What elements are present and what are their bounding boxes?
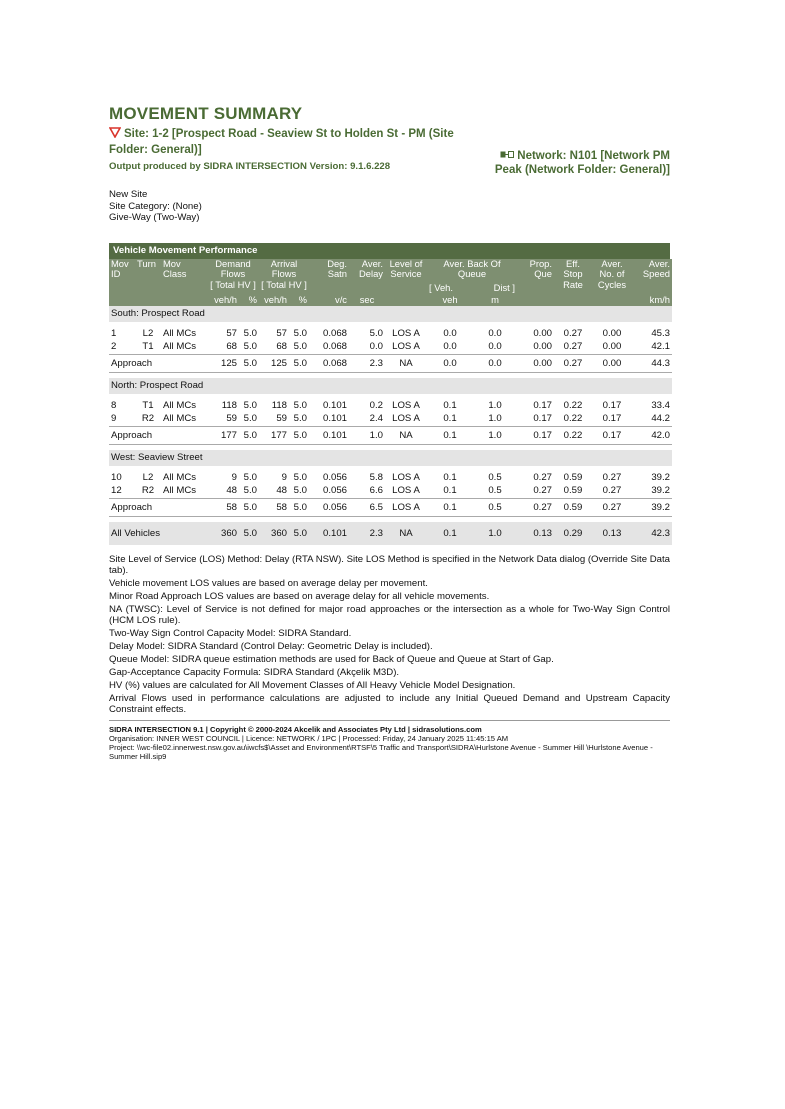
table-row: [109, 340, 672, 354]
report-header: [109, 127, 670, 187]
table-cell: All MCs: [163, 471, 197, 483]
table-cell: 0.1: [443, 471, 457, 483]
table-cell: 68: [276, 341, 287, 352]
table-cell: 2.3: [349, 354, 385, 372]
approach-label: Approach: [109, 354, 207, 372]
table-cell: 0.22: [563, 399, 583, 411]
table-title: Vehicle Movement Performance: [109, 243, 670, 259]
table-cell: All MCs: [163, 399, 197, 411]
table-cell: 0.0: [443, 341, 457, 352]
table-cell: 5.0: [243, 471, 257, 483]
table-cell: 5.0: [289, 354, 309, 372]
table-cell: 360: [259, 522, 289, 545]
table-cell: 5.0: [239, 354, 259, 372]
table-cell: 0.1: [443, 399, 457, 411]
table-cell: 0.0: [488, 327, 502, 339]
table-cell: 0.101: [309, 522, 349, 545]
table-cell: 0.17: [517, 426, 554, 444]
table-cell: 118: [271, 399, 287, 411]
table-cell: NA: [385, 354, 427, 372]
table-cell: 0.0: [488, 341, 502, 352]
approach-group-heading: [109, 306, 672, 322]
table-cell: 0.5: [488, 485, 502, 496]
table-cell: 0.17: [592, 426, 632, 444]
meta-new-site: New Site: [109, 189, 148, 200]
table-cell: 1.0: [488, 399, 502, 411]
table-cell: 0.1: [443, 485, 457, 496]
table-cell: 2.3: [349, 522, 385, 545]
veh-bracket-label: [ Veh.: [429, 281, 453, 293]
unit-sec: sec: [349, 295, 385, 306]
table-cell: 68: [226, 341, 237, 352]
dist-bracket-label: Dist ]: [493, 281, 515, 293]
table-cell: All MCs: [163, 413, 197, 424]
col-demand-flows: [207, 259, 259, 295]
table-cell: 8: [111, 399, 117, 411]
table-header: [109, 259, 672, 306]
table-cell: 33.4: [651, 399, 670, 411]
triangle-down-icon: [109, 127, 121, 143]
table-cell: 5.0: [293, 413, 307, 424]
table-cell: LOS A: [385, 498, 427, 516]
unit-vc: v/c: [309, 295, 349, 306]
table-row: [109, 327, 672, 341]
col-aver-cycles: Aver. No. of Cycles: [592, 259, 632, 295]
table-cell: 48: [276, 485, 287, 496]
table-cell: 125: [207, 354, 239, 372]
table-cell: 1: [111, 327, 117, 339]
table-cell: T1: [142, 399, 154, 411]
table-cell: All MCs: [163, 485, 197, 496]
unit-demand-vehh: veh/h: [207, 295, 239, 306]
note: Delay Model: SIDRA Standard (Control Delay: Geometric Delay is included).: [109, 640, 433, 652]
table-cell: 0.00: [517, 354, 554, 372]
col-eff-stop-rate: Eff. Stop Rate: [554, 259, 592, 295]
table-row: [109, 484, 672, 498]
table-cell: 0.00: [533, 327, 552, 339]
approach-label: Approach: [109, 426, 207, 444]
table-cell: 1.0: [473, 522, 517, 545]
table-cell: 0.068: [322, 327, 347, 339]
table-cell: 39.2: [651, 485, 670, 496]
approach-row: [109, 498, 672, 516]
table-cell: 0.13: [592, 522, 632, 545]
table-cell: R2: [141, 485, 155, 496]
table-cell: 6.6: [369, 485, 383, 496]
table-cell: L2: [142, 471, 154, 483]
table-cell: 5.0: [239, 426, 259, 444]
approach-label: Approach: [109, 498, 207, 516]
table-cell: 57: [226, 327, 237, 339]
arrival-total-hv: [ Total HV ]: [261, 278, 307, 290]
note: Vehicle movement LOS values are based on average delay per movement.: [109, 577, 428, 589]
all-vehicles-label: All Vehicles: [109, 522, 207, 545]
col-level-of-service: Level of Service: [385, 259, 427, 295]
table-cell: All MCs: [163, 341, 197, 352]
table-cell: 0.59: [554, 498, 592, 516]
site-title: Site: 1-2 [Prospect Road - Seaview St to Holden St - PM (Site Folder: General)]: [109, 128, 454, 156]
performance-table: [109, 259, 672, 545]
report-page: [109, 100, 670, 761]
table-cell: 5.8: [369, 471, 383, 483]
table-cell: 0.101: [309, 426, 349, 444]
table-cell: 5.0: [293, 399, 307, 411]
meta-control-type: Give-Way (Two-Way): [109, 212, 200, 223]
table-cell: 0.0: [369, 341, 383, 352]
table-cell: LOS A: [392, 327, 420, 339]
table-cell: 42.0: [632, 426, 672, 444]
footer-organisation: Organisation: INNER WEST COUNCIL | Licence: NETWORK / 1PC | Processed: Friday, 24 January 2025 11:45:15 AM: [109, 733, 509, 743]
table-cell: 0.068: [309, 354, 349, 372]
note: Two-Way Sign Control Capacity Model: SIDRA Standard.: [109, 627, 352, 639]
table-cell: 2.4: [369, 413, 383, 424]
table-cell: 5.0: [243, 327, 257, 339]
arrival-flows-label: Arrival Flows: [270, 257, 298, 279]
footer-project: Project: \\wc-file02.innerwest.nsw.gov.au\iwcfs$\Asset and Environment\RTSF\5 Traffic and Transport\SIDRA\Hurlstone Avenue - Summer Hill \Hurlstone Avenue - Summer Hill.sip9: [109, 742, 653, 761]
table-cell: 59: [276, 413, 287, 424]
table-cell: LOS A: [392, 399, 420, 411]
col-mov-class: Mov Class: [161, 259, 207, 295]
table-cell: 0.27: [602, 471, 622, 483]
table-cell: 0.17: [602, 413, 622, 424]
back-of-queue-label: Aver. Back Of Queue: [443, 257, 501, 279]
network-title: Network: N101 [Network PM Peak (Network Folder: General)]: [494, 150, 670, 176]
table-cell: 0.056: [322, 485, 347, 496]
network-icon: [500, 149, 514, 163]
table-cell: NA: [385, 426, 427, 444]
table-cell: 9: [111, 413, 117, 424]
unit-kmh: km/h: [632, 295, 672, 306]
col-aver-delay: Aver. Delay: [349, 259, 385, 295]
table-cell: 0.0: [443, 327, 457, 339]
table-cell: 0.5: [473, 498, 517, 516]
table-cell: 0.17: [533, 399, 552, 411]
demand-flows-label: Demand Flows: [215, 257, 251, 279]
table-cell: 0.13: [517, 522, 554, 545]
notes-section: [109, 554, 670, 715]
table-cell: 0.27: [533, 485, 552, 496]
unit-arrival-vehh: veh/h: [259, 295, 289, 306]
table-cell: 39.2: [651, 471, 670, 483]
table-cell: 0.00: [602, 327, 622, 339]
unit-veh: veh: [427, 295, 473, 306]
table-cell: 9: [231, 471, 237, 483]
table-cell: 5.0: [293, 341, 307, 352]
footer: [109, 720, 670, 761]
table-cell: 5.0: [243, 399, 257, 411]
table-cell: 48: [226, 485, 237, 496]
table-cell: 177: [207, 426, 239, 444]
table-cell: 0.101: [322, 399, 347, 411]
table-cell: 5.0: [293, 327, 307, 339]
table-cell: 5.0: [239, 498, 259, 516]
table-cell: 9: [281, 471, 287, 483]
table-cell: 0.59: [563, 485, 583, 496]
table-cell: T1: [142, 341, 154, 352]
table-body: [109, 306, 672, 545]
demand-total-hv: [ Total HV ]: [210, 278, 256, 290]
group-name: North: Prospect Road: [109, 378, 672, 394]
all-vehicles-row: [109, 522, 672, 545]
table-cell: 0.0: [427, 354, 473, 372]
table-cell: 44.3: [632, 354, 672, 372]
col-turn: Turn: [135, 259, 161, 295]
table-cell: 0.00: [533, 341, 552, 352]
col-aver-speed: Aver. Speed: [632, 259, 672, 295]
table-cell: 0.22: [554, 426, 592, 444]
table-cell: 1.0: [473, 426, 517, 444]
col-mov-id: Mov ID: [109, 259, 135, 295]
approach-row: [109, 426, 672, 444]
site-meta: [109, 189, 670, 224]
group-name: West: Seaview Street: [109, 450, 672, 466]
table-row: [109, 399, 672, 413]
footer-copyright: SIDRA INTERSECTION 9.1 | Copyright © 2000-2024 Akcelik and Associates Pty Ltd | sidrasolutions.com: [109, 724, 482, 734]
table-cell: NA: [385, 522, 427, 545]
network-heading: [480, 149, 670, 177]
table-cell: 1.0: [488, 413, 502, 424]
col-prop-que: Prop. Que: [517, 259, 554, 295]
table-cell: 0.27: [554, 354, 592, 372]
table-cell: 118: [221, 399, 237, 411]
table-cell: 0.101: [322, 413, 347, 424]
table-cell: 0.17: [602, 399, 622, 411]
table-cell: 0.1: [427, 426, 473, 444]
approach-group-heading: [109, 378, 672, 394]
output-line: Output produced by SIDRA INTERSECTION Version: 9.1.6.228: [109, 161, 391, 172]
table-cell: 58: [259, 498, 289, 516]
table-cell: 125: [259, 354, 289, 372]
table-cell: LOS A: [392, 485, 420, 496]
table-cell: 0.0: [473, 354, 517, 372]
note: Arrival Flows used in performance calculations are adjusted to include any Initial Queued Demand and Upstream Capacity Constraint effects.: [109, 692, 670, 715]
table-cell: 44.2: [651, 413, 670, 424]
table-cell: 2: [111, 341, 117, 352]
unit-m: m: [473, 295, 517, 306]
table-cell: 5.0: [243, 413, 257, 424]
table-cell: LOS A: [392, 413, 420, 424]
table-cell: 0.056: [309, 498, 349, 516]
table-cell: 5.0: [239, 522, 259, 545]
table-cell: 0.1: [443, 413, 457, 424]
table-cell: 0.1: [427, 498, 473, 516]
table-cell: 0.27: [563, 327, 583, 339]
note: NA (TWSC): Level of Service is not defined for major road approaches or the intersection as a whole for Two-Way Sign Control (HCM LOS rule).: [109, 603, 670, 626]
table-cell: 0.2: [369, 399, 383, 411]
approach-group-heading: [109, 450, 672, 466]
note: Minor Road Approach LOS values are based on average delay for all vehicle movements.: [109, 590, 490, 602]
table-cell: 5.0: [289, 426, 309, 444]
table-cell: 58: [207, 498, 239, 516]
table-cell: 5.0: [243, 485, 257, 496]
table-cell: 0.056: [322, 471, 347, 483]
table-cell: 0.1: [427, 522, 473, 545]
table-cell: LOS A: [392, 471, 420, 483]
table-cell: 39.2: [632, 498, 672, 516]
table-cell: 177: [259, 426, 289, 444]
table-row: [109, 412, 672, 426]
table-cell: 0.22: [563, 413, 583, 424]
note: Queue Model: SIDRA queue estimation methods are used for Back of Queue and Queue at Start of Gap.: [109, 653, 554, 665]
table-cell: 1.0: [349, 426, 385, 444]
table-cell: All MCs: [163, 327, 197, 339]
table-cell: 5.0: [289, 498, 309, 516]
table-cell: 57: [276, 327, 287, 339]
table-cell: 0.27: [563, 341, 583, 352]
table-cell: 5.0: [293, 471, 307, 483]
group-name: South: Prospect Road: [109, 306, 672, 322]
table-cell: 0.00: [602, 341, 622, 352]
col-deg-satn: Deg. Satn: [309, 259, 349, 295]
table-cell: 360: [207, 522, 239, 545]
table-cell: 59: [226, 413, 237, 424]
table-cell: 0.00: [592, 354, 632, 372]
table-cell: 5.0: [289, 522, 309, 545]
table-cell: 0.27: [533, 471, 552, 483]
meta-site-category: Site Category: (None): [109, 200, 202, 212]
note: Site Level of Service (LOS) Method: Delay (RTA NSW). Site LOS Method is specified in the Network Data dialog (Override Site Data tab).: [109, 553, 670, 576]
table-cell: 10: [111, 471, 122, 483]
table-cell: 0.27: [592, 498, 632, 516]
table-cell: 0.59: [563, 471, 583, 483]
note: HV (%) values are calculated for All Movement Classes of All Heavy Vehicle Model Designation.: [109, 679, 516, 691]
table-cell: 0.29: [554, 522, 592, 545]
col-arrival-flows: [259, 259, 309, 295]
col-back-of-queue: [427, 259, 517, 295]
table-cell: 5.0: [369, 327, 383, 339]
table-cell: 5.0: [293, 485, 307, 496]
movement-performance-table: [109, 243, 670, 545]
site-heading: [109, 127, 484, 158]
approach-row: [109, 354, 672, 372]
table-cell: 6.5: [349, 498, 385, 516]
table-cell: 0.068: [322, 341, 347, 352]
unit-demand-pct: %: [239, 295, 259, 306]
table-cell: 0.5: [488, 471, 502, 483]
table-row: [109, 471, 672, 485]
table-cell: 0.27: [602, 485, 622, 496]
table-cell: 12: [111, 485, 122, 496]
table-cell: R2: [141, 413, 155, 424]
table-cell: LOS A: [392, 341, 420, 352]
table-cell: 5.0: [243, 341, 257, 352]
table-cell: 0.17: [533, 413, 552, 424]
note: Gap-Acceptance Capacity Formula: SIDRA Standard (Akçelik M3D).: [109, 666, 400, 678]
table-cell: 42.3: [632, 522, 672, 545]
table-cell: 0.27: [517, 498, 554, 516]
page-title: MOVEMENT SUMMARY: [109, 104, 303, 123]
table-cell: 45.3: [651, 327, 670, 339]
table-cell: L2: [142, 327, 154, 339]
unit-arrival-pct: %: [289, 295, 309, 306]
table-cell: 42.1: [651, 341, 670, 352]
